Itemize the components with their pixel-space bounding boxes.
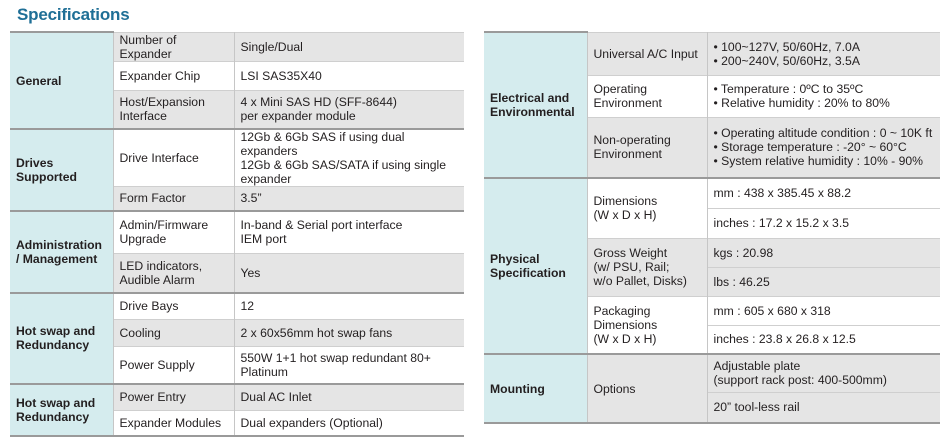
spec-label: Non-operating Environment — [587, 117, 707, 178]
spec-label: Expander Modules — [113, 411, 234, 436]
spec-value: Yes — [234, 254, 464, 293]
spec-label: Form Factor — [113, 187, 234, 211]
table-row — [484, 178, 940, 208]
spec-value: 3.5” — [234, 187, 464, 211]
spec-label: LED indicators, Audible Alarm — [113, 254, 234, 293]
spec-table-left — [10, 31, 464, 437]
category-mounting: Mounting — [484, 354, 587, 423]
spec-value: 550W 1+1 hot swap redundant 80+ Platinum — [234, 347, 464, 384]
spec-value: In-band & Serial port interface IEM port — [234, 211, 464, 254]
table-row — [484, 32, 940, 75]
table-row — [10, 32, 464, 61]
spec-label: Drive Bays — [113, 293, 234, 320]
spec-label: Power Entry — [113, 384, 234, 411]
table-row — [10, 211, 464, 254]
spec-value: mm : 438 x 385.45 x 88.2 — [707, 178, 940, 208]
spec-label: Options — [587, 354, 707, 423]
spec-value: 12Gb & 6Gb SAS if using dual expanders 12Gb & 6Gb SAS/SATA if using single expander — [234, 129, 464, 187]
category-physical-specification: Physical Specification — [484, 178, 587, 354]
spec-label: Dimensions (W x D x H) — [587, 178, 707, 238]
spec-value: 20” tool-less rail — [707, 392, 940, 423]
spec-value: • 100~127V, 50/60Hz, 7.0A • 200~240V, 50/60Hz, 3.5A — [707, 32, 940, 75]
spec-value: 2 x 60x56mm hot swap fans — [234, 320, 464, 347]
table-row — [10, 129, 464, 187]
table-row — [10, 293, 464, 320]
category-general: General — [10, 32, 113, 129]
spec-label: Expander Chip — [113, 61, 234, 90]
spec-value: Dual AC Inlet — [234, 384, 464, 411]
category-hot-swap-redundancy: Hot swap and Redundancy — [10, 293, 113, 384]
spec-label: Operating Environment — [587, 75, 707, 117]
spec-label: Gross Weight (w/ PSU, Rail; w/o Pallet, Disks) — [587, 238, 707, 296]
spec-value: 12 — [234, 293, 464, 320]
table-row — [484, 354, 940, 392]
table-row — [10, 384, 464, 411]
spec-value: inches : 23.8 x 26.8 x 12.5 — [707, 325, 940, 354]
spec-value: LSI SAS35X40 — [234, 61, 464, 90]
spec-label: Host/Expansion Interface — [113, 90, 234, 129]
spec-label: Cooling — [113, 320, 234, 347]
spec-value: Adjustable plate (support rack post: 400-500mm) — [707, 354, 940, 392]
spec-value: 4 x Mini SAS HD (SFF-8644) per expander module — [234, 90, 464, 129]
category-drives-supported: Drives Supported — [10, 129, 113, 211]
spec-value: Single/Dual — [234, 32, 464, 61]
spec-label: Number of Expander — [113, 32, 234, 61]
spec-table-right — [484, 31, 940, 424]
spec-label: Power Supply — [113, 347, 234, 384]
spec-label: Admin/Firmware Upgrade — [113, 211, 234, 254]
spec-value: • Operating altitude condition : 0 ~ 10K ft • Storage temperature : -20° ~ 60°C • System relative humidity : 10% - 90% — [707, 117, 940, 178]
page-title: Specifications — [17, 5, 130, 24]
category-electrical-environmental: Electrical and Environmental — [484, 32, 587, 178]
spec-label: Drive Interface — [113, 129, 234, 187]
spec-label: Packaging Dimensions (W x D x H) — [587, 296, 707, 354]
spec-value: mm : 605 x 680 x 318 — [707, 296, 940, 325]
spec-value: Dual expanders (Optional) — [234, 411, 464, 436]
spec-value: inches : 17.2 x 15.2 x 3.5 — [707, 208, 940, 238]
spec-value: lbs : 46.25 — [707, 267, 940, 296]
spec-label: Universal A/C Input — [587, 32, 707, 75]
category-hot-swap-redundancy-2: Hot swap and Redundancy — [10, 384, 113, 436]
spec-value: kgs : 20.98 — [707, 238, 940, 267]
category-administration: Administration / Management — [10, 211, 113, 293]
spec-value: • Temperature : 0ºC to 35ºC • Relative humidity : 20% to 80% — [707, 75, 940, 117]
